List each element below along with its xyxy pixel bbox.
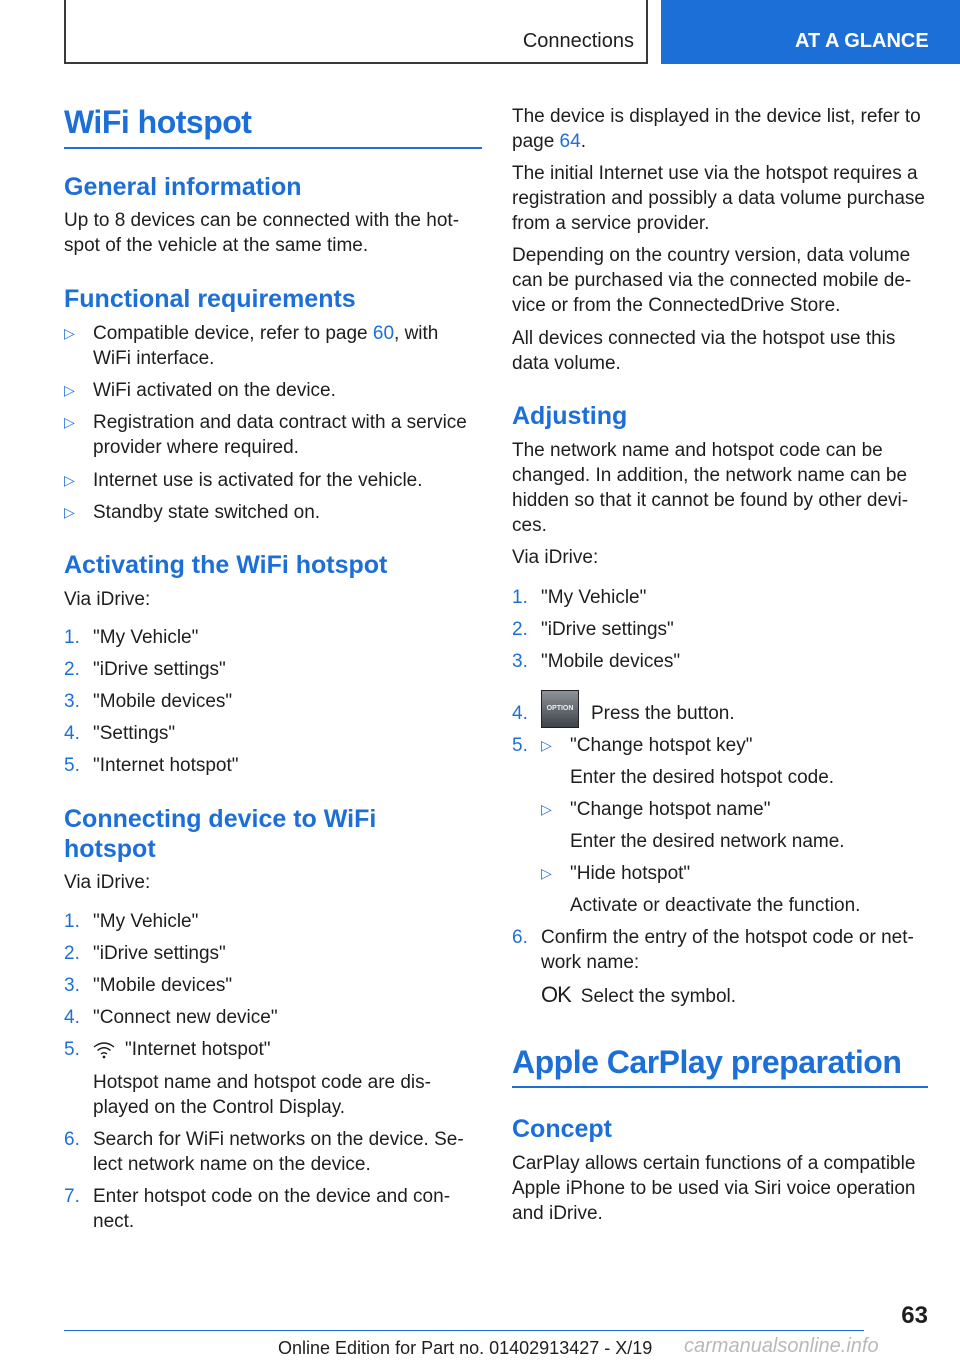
wifi-icon: [93, 1041, 115, 1059]
ok-icon: OK: [541, 982, 571, 1007]
general-body: Up to 8 devices can be connected with the hot- spot of the vehicle at the same time.: [64, 210, 460, 256]
list-item-text: Internet use is activated for the vehicle.: [93, 470, 423, 491]
bullet-icon: ▷: [64, 325, 75, 341]
watermark: carmanualsonline.info: [684, 1335, 879, 1357]
activating-heading: Activating the WiFi hotspot: [64, 551, 388, 579]
paragraph: All devices connected via the hotspot use this data volume.: [512, 328, 896, 374]
bullet-icon: ▷: [64, 382, 75, 398]
sub-item-detail: Activate or deactivate the function.: [570, 895, 861, 916]
option-button-icon: OPTION: [541, 690, 579, 728]
paragraph: Depending on the country version, data volume can be purchased via the connected mobile de- vice or from the ConnectedDrive Store.: [512, 245, 912, 316]
general-heading: General information: [64, 173, 302, 201]
page-link[interactable]: 64: [559, 131, 581, 152]
bullet-icon: ▷: [541, 801, 552, 817]
header-chapter: AT A GLANCE: [661, 0, 960, 64]
step-detail: Hotspot name and hotspot code are dis- played on the Control Display.: [93, 1072, 431, 1118]
carplay-title: Apple CarPlay preparation: [512, 1044, 902, 1080]
header-section-box: [64, 0, 648, 64]
bullet-icon: ▷: [64, 414, 75, 430]
adjusting-heading: Adjusting: [512, 402, 628, 430]
list-item-text: Compatible device, refer to page 60, with WiFi interface.: [93, 323, 439, 369]
connecting-heading: Connecting device to WiFi hotspot: [64, 805, 377, 863]
list-item-text: Standby state switched on.: [93, 502, 321, 523]
paragraph: The initial Internet use via the hotspot requires a registration and possibly a data volume purchase from a service provider.: [512, 163, 925, 234]
list-item-text: WiFi activated on the device.: [93, 380, 336, 401]
step-detail: OK Select the symbol.: [541, 982, 737, 1007]
title-rule: [512, 1086, 928, 1088]
requirements-heading: Functional requirements: [64, 285, 356, 313]
title-rule: [64, 147, 482, 149]
bullet-icon: ▷: [541, 865, 552, 881]
page-title: WiFi hotspot: [64, 104, 252, 140]
footer-rule: [64, 1330, 864, 1331]
bullet-icon: ▷: [64, 504, 75, 520]
page-number: 63: [901, 1302, 928, 1329]
list-item-text: Registration and data contract with a service provider where required.: [93, 412, 467, 458]
page-link[interactable]: 60: [372, 323, 395, 344]
activating-intro: Via iDrive:: [64, 589, 151, 610]
bullet-icon: ▷: [541, 737, 552, 753]
sub-item-detail: Enter the desired network name.: [570, 831, 845, 852]
sub-item-detail: Enter the desired hotspot code.: [570, 767, 835, 788]
bullet-icon: ▷: [64, 472, 75, 488]
adjusting-intro: Via iDrive:: [512, 547, 599, 568]
concept-heading: Concept: [512, 1115, 612, 1143]
footer-edition: Online Edition for Part no. 01402913427 - X/19: [278, 1338, 653, 1358]
adjusting-body: The network name and hotspot code can be changed. In addition, the network name can be hidden so that it cannot be found by other devi- ces.: [512, 440, 909, 536]
connecting-intro: Via iDrive:: [64, 872, 151, 893]
concept-body: CarPlay allows certain functions of a compatible Apple iPhone to be used via Siri voice operation and iDrive.: [512, 1153, 916, 1224]
paragraph: The device is displayed in the device list, refer to page 64.: [512, 106, 921, 152]
header-section: Connections: [522, 30, 634, 52]
